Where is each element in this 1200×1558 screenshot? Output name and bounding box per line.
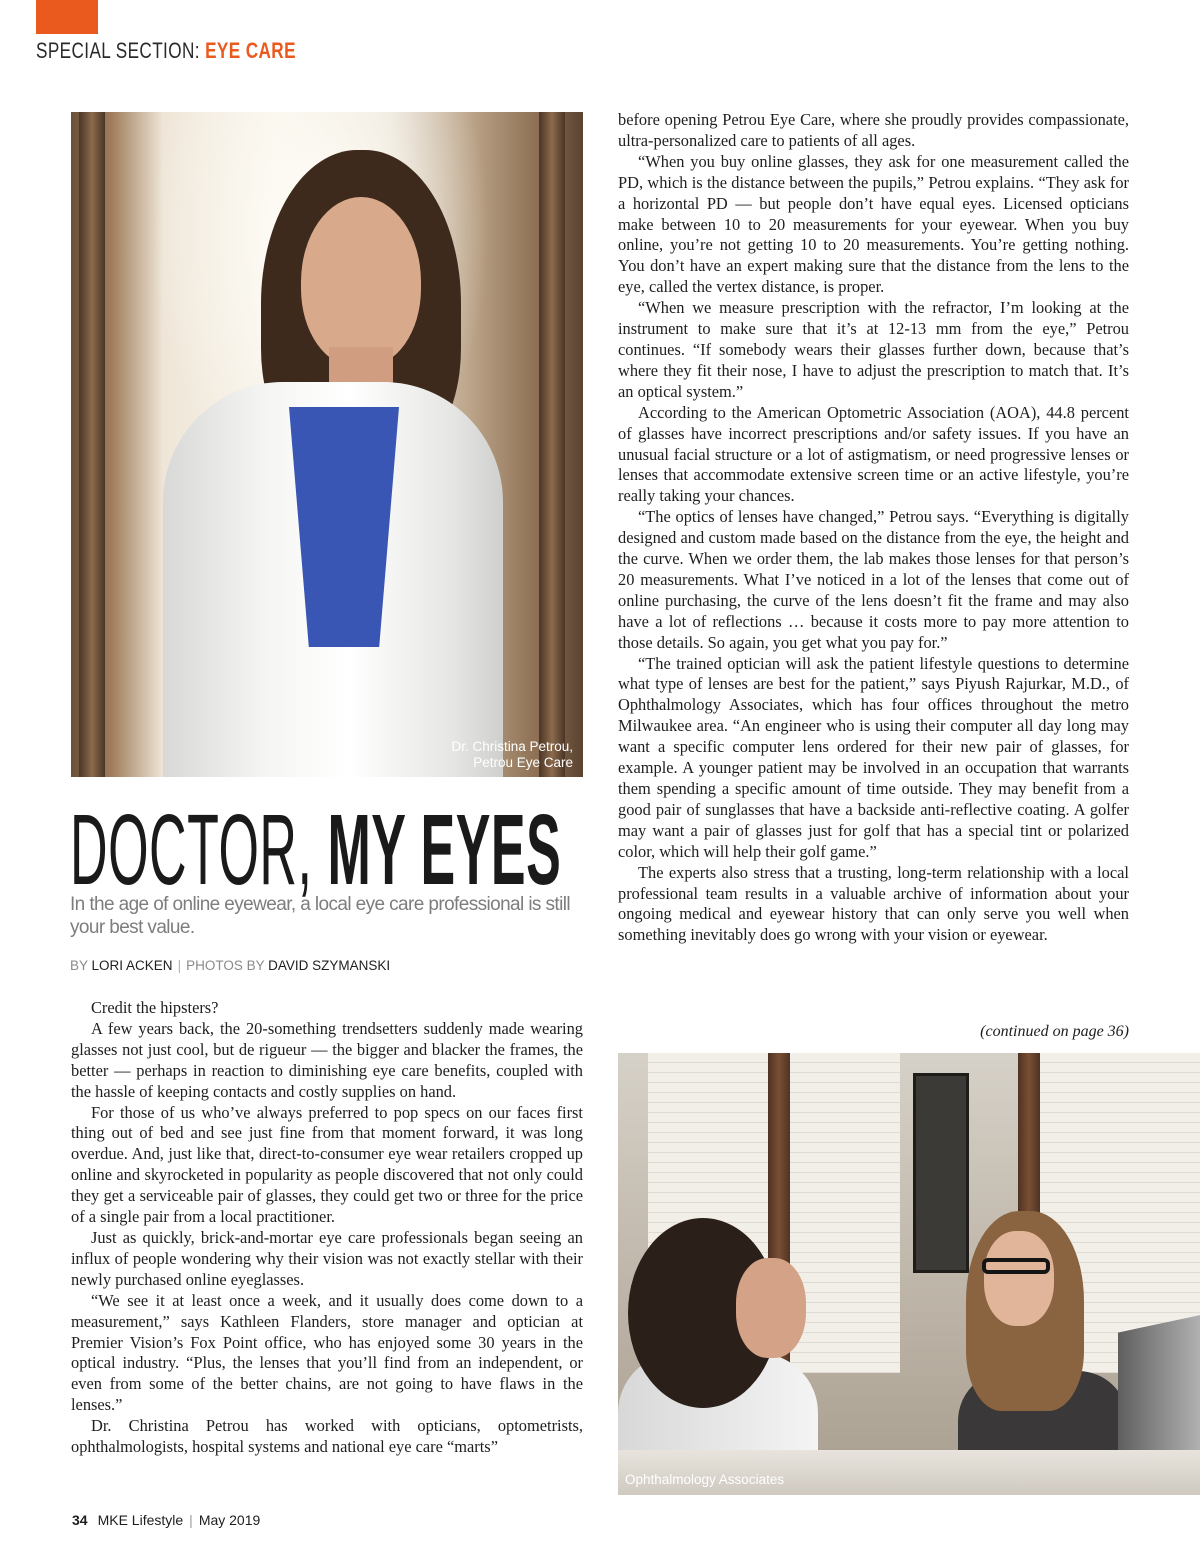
shop-photo-caption: Ophthalmology Associates (625, 1472, 785, 1487)
paragraph: “When you buy online glasses, they ask for one measurement called the PD, which is the distance between the pupils,” Petrou explains. “They ask for a horizontal PD — but people don’t have equal eyes. Licensed opticians make between 10 to 20 measurements for your eyewear. When you buy online, you’re not getting 10 to 20 measurements. You’re getting nothing. You don’t have an expert making sure that the distance from the lens to the eye, called the vertex distance, is proper. (618, 151, 1129, 297)
paragraph: The experts also stress that a trusting, long-term relationship with a local professional team results in a valuable archive of information about your ongoing medical and eyewear history that can only serve you well when something inevitably does go wrong with your vision or eyewear. (618, 862, 1129, 945)
photographer-name: DAVID SZYMANSKI (268, 958, 391, 973)
page-number: 34 (72, 1512, 88, 1528)
paragraph: Credit the hipsters? (91, 998, 219, 1017)
portrait-photo (71, 112, 583, 777)
section-topic: EYE CARE (205, 38, 296, 63)
paragraph: “The optics of lenses have changed,” Petrou says. “Everything is digitally designed and custom made based on the distance from the eye, the height and the curve. When we order them, the lab makes those lenses for that person’s 20 measurements. What I’ve noticed in a lot of the lenses that come out of online purchasing, the curve of the lens doesn’t fit the frame and may also have a lot of reflections … because it costs more to pay more attention to those details. So again, you get what you pay for.” (618, 507, 1129, 652)
page-folio: 34 MKE Lifestyle | May 2019 (72, 1512, 261, 1528)
paragraph: A few years back, the 20-something trendsetters suddenly made wearing glasses not just cool, but de rigueur — the bigger and blacker the frames, the better — perhaps in reaction to diminishing eye care benefits, coupled with the hassle of keeping contacts and costly supplies on hand. (71, 1018, 583, 1101)
paragraph: “When we measure prescription with the refractor, I’m looking at the instrument to make sure that it’s at 12-13 mm from the eye,” Petrou continues. “If somebody wears their glasses further down, because that’s where they fit their nose, I have to adjust the prescription to match that. It’s an optical system.” (618, 298, 1129, 401)
publication-name: MKE Lifestyle (97, 1512, 184, 1528)
portrait-caption: Dr. Christina Petrou, Petrou Eye Care (451, 739, 573, 770)
paragraph: According to the American Optometric Association (AOA), 44.8 percent of glasses have incorrect prescriptions and/or safety issues. If you have an unusual facial structure or a lot of astigmatism, or need progressive lenses or lenses that accommodate extensive screen time or an active lifestyle, you’re really taking your chances. (618, 402, 1129, 506)
section-label: SPECIAL SECTION: EYE CARE (36, 38, 296, 63)
paragraph: before opening Petrou Eye Care, where she proudly provides compassionate, ultra-personalized care to patients of all ages. (618, 110, 1129, 150)
section-color-tab (36, 0, 98, 34)
article-headline: DOCTOR, MY EYES (70, 794, 562, 906)
paragraph: “The trained optician will ask the patient lifestyle questions to determine what type of lenses are best for the patient,” says Piyush Rajurkar, M.D., of Ophthalmology Associates, which has four offices throughout the metro Milwaukee area. “An engineer who is using their computer all day long may want a specific computer lens ordered for their new pair of glasses, for example. A younger patient may be involved in an occupation that warrants them spending a specific amount of time outside. They may benefit from a good pair of sunglasses that have a backside anti-reflective coating. A golfer may want a pair of glasses just for golf that has a special tint or polarized color, which will help their golf game.” (618, 653, 1129, 861)
paragraph: For those of us who’ve always preferred to pop specs on our faces first thing out of bed and see just fine from that moment forward, it was long overdue. And, just like that, direct-to-consumer eye wear retailers cropped up online and skyrocketed in popularity as people discovered that not only could they get a serviceable pair of glasses, they could get two or three for the price of a single pair from a local practitioner. (71, 1102, 583, 1227)
continued-note: (continued on page 36) (980, 1023, 1129, 1040)
paragraph: Dr. Christina Petrou has worked with opticians, optometrists, ophthalmologists, hospital systems and national eye care “marts” (71, 1416, 583, 1457)
paragraph: Just as quickly, brick-and-mortar eye care professionals began seeing an influx of people wondering why their vision was not exactly stellar with their newly purchased online eyeglasses. (71, 1227, 583, 1289)
paragraph: “We see it at least once a week, and it usually does come down to a measurement,” says Kathleen Flanders, store manager and optician at Premier Vision’s Fox Point office, who has enjoyed some 30 years in the optical industry. “Plus, the lenses that you’ll find from an independent, or even from some of the better chains, are not going to have flaws in the lenses.” (71, 1290, 583, 1415)
issue-date: May 2019 (198, 1512, 261, 1528)
body-column-right (618, 110, 1129, 946)
byline: BY LORI ACKEN | PHOTOS BY DAVID SZYMANSKI (70, 958, 391, 973)
author-name: LORI ACKEN (91, 958, 173, 973)
article-dek: In the age of online eyewear, a local eye care professional is still your best value. (70, 894, 570, 938)
optical-shop-photo (618, 1053, 1200, 1495)
body-column-left (71, 998, 583, 1458)
